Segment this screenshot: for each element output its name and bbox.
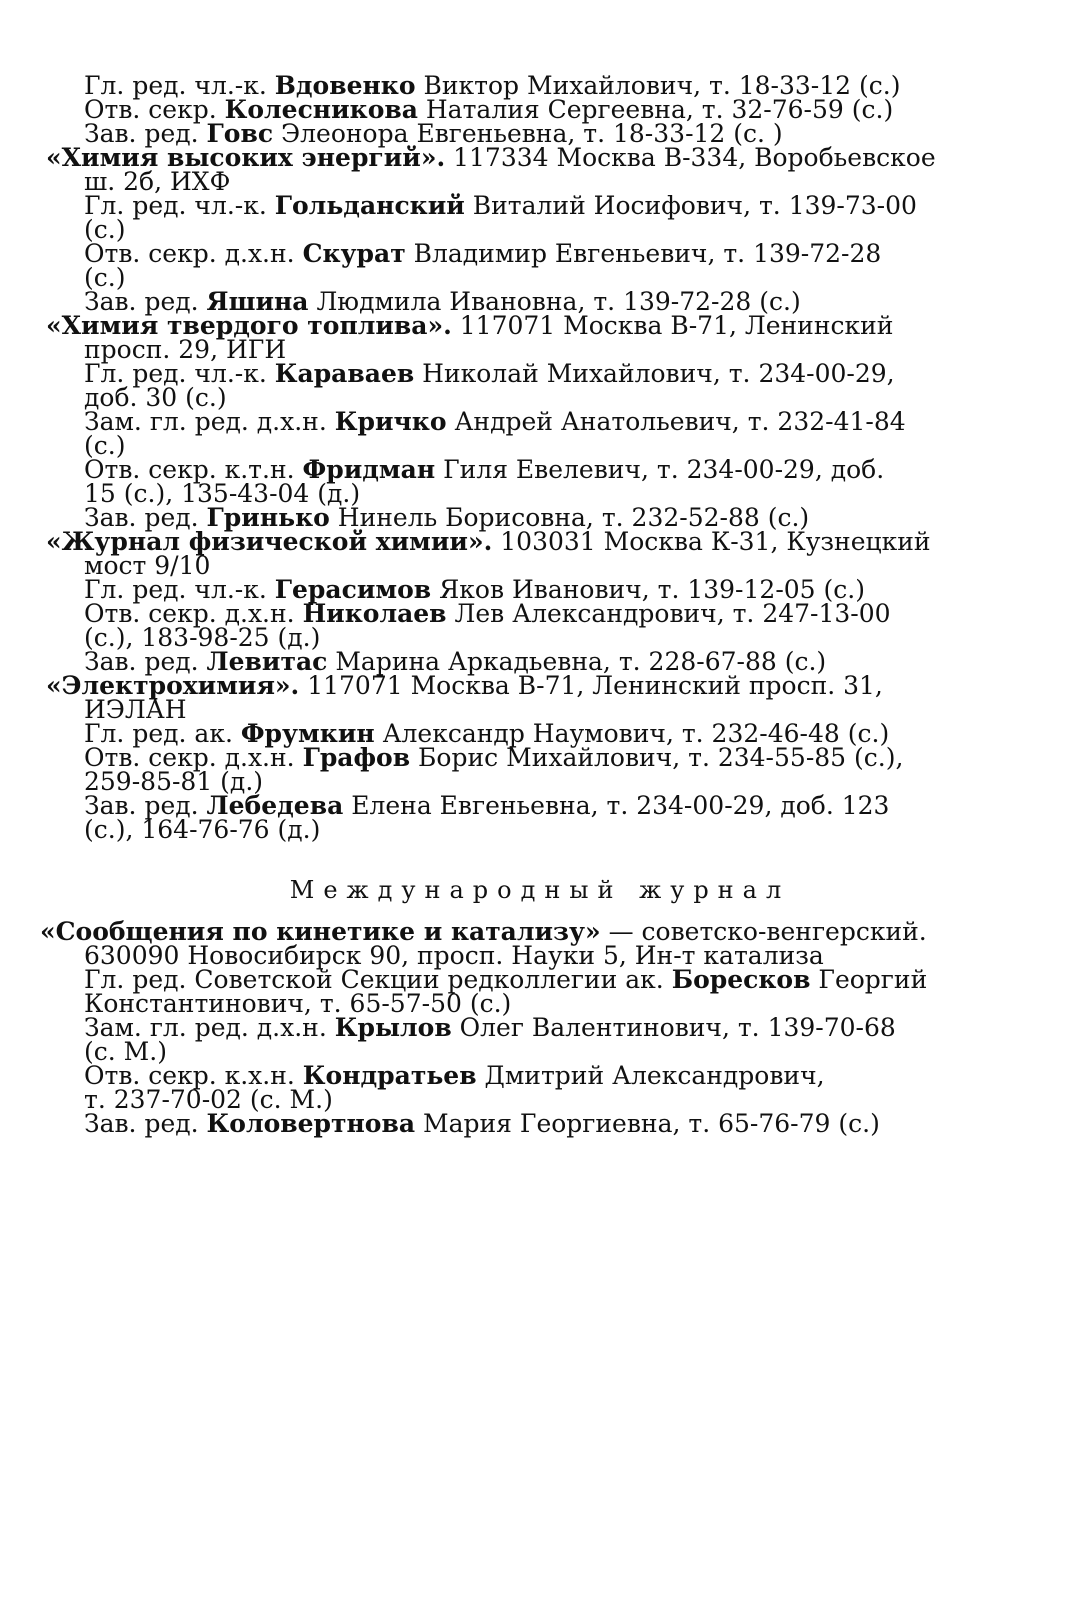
entry-cont: доб. 30 (с.) xyxy=(84,383,227,412)
entry-cont: (с. М.) xyxy=(84,1037,167,1066)
entry-line: Отв. секр. д.х.н. Скурат Владимир Евгеньевич, т. 139-72-28 xyxy=(84,239,882,268)
entry-line: Отв. секр. д.х.н. Графов Борис Михайлович, т. 234-55-85 (с.), xyxy=(84,743,904,772)
journal-title: «Химия высоких энергий». 117334 Москва В-334, Воробьевское xyxy=(46,143,936,172)
entry-line: Зав. ред. Лебедева Елена Евгеньевна, т. 234-00-29, доб. 123 xyxy=(84,791,890,820)
entry-line: Гл. ред. Советской Секции редколлегии ак. Боресков Георгий xyxy=(84,965,928,994)
entry-line: Зав. ред. Яшина Людмила Ивановна, т. 139-72-28 (с.) xyxy=(84,287,801,316)
journal-address: 630090 Новосибирск 90, просп. Науки 5, Ин-т катализа xyxy=(84,941,824,970)
journal-title: «Химия твердого топлива». 117071 Москва В-71, Ленинский xyxy=(46,311,894,340)
entry-line: Зав. ред. Говс Элеонора Евгеньевна, т. 18-33-12 (с. ) xyxy=(84,119,783,148)
entry-line: Зав. ред. Коловертнова Мария Георгиевна, т. 65-76-79 (с.) xyxy=(84,1109,880,1138)
entry-line: Отв. секр. к.т.н. Фридман Гиля Евелевич, т. 234-00-29, доб. xyxy=(84,455,885,484)
journal-address: ш. 2б, ИХФ xyxy=(84,167,231,196)
journal-title: «Электрохимия». 117071 Москва В-71, Ленинский просп. 31, xyxy=(46,671,883,700)
entry-cont: (с.), 164-76-76 (д.) xyxy=(84,815,321,844)
directory-text xyxy=(40,71,1000,1138)
entry-line: Отв. секр. д.х.н. Николаев Лев Александрович, т. 247-13-00 xyxy=(84,599,891,628)
entry-cont: (с.) xyxy=(84,215,126,244)
journal-address: ИЭЛАН xyxy=(84,695,187,724)
entry-cont: 15 (с.), 135-43-04 (д.) xyxy=(84,479,361,508)
entry-line: Гл. ред. чл.-к. Гольданский Виталий Иосифович, т. 139-73-00 xyxy=(84,191,917,220)
entry-line: Зав. ред. Левитас Марина Аркадьевна, т. 228-67-88 (с.) xyxy=(84,647,827,676)
entry-line: Отв. секр. к.х.н. Кондратьев Дмитрий Александрович, xyxy=(84,1061,825,1090)
entry-line: Отв. секр. Колесникова Наталия Сергеевна, т. 32-76-59 (с.) xyxy=(84,95,894,124)
entry-line: Гл. ред. ак. Фрумкин Александр Наумович, т. 232-46-48 (с.) xyxy=(84,719,890,748)
section-heading: Международный журнал xyxy=(289,876,791,904)
journal-address: мост 9/10 xyxy=(84,551,211,580)
entry-line: Зам. гл. ред. д.х.н. Кричко Андрей Анатольевич, т. 232-41-84 xyxy=(84,407,906,436)
entry-cont: т. 237-70-02 (с. М.) xyxy=(84,1085,333,1114)
journal-title: «Журнал физической химии». 103031 Москва К-31, Кузнецкий xyxy=(46,527,931,556)
entry-cont: (с.), 183-98-25 (д.) xyxy=(84,623,321,652)
entry-line: Гл. ред. чл.-к. Герасимов Яков Иванович, т. 139-12-05 (с.) xyxy=(84,575,865,604)
journal-address: просп. 29, ИГИ xyxy=(84,335,287,364)
entry-line: Зам. гл. ред. д.х.н. Крылов Олег Валентинович, т. 139-70-68 xyxy=(84,1013,896,1042)
entry-line: Зав. ред. Гринько Нинель Борисовна, т. 232-52-88 (с.) xyxy=(84,503,810,532)
entry-cont: Константинович, т. 65-57-50 (с.) xyxy=(84,989,512,1018)
entry-line: Гл. ред. чл.-к. Вдовенко Виктор Михайлович, т. 18-33-12 (с.) xyxy=(84,71,901,100)
entry-cont: 259-85-81 (д.) xyxy=(84,767,264,796)
entry-cont: (с.) xyxy=(84,431,126,460)
entry-line: Гл. ред. чл.-к. Караваев Николай Михайлович, т. 234-00-29, xyxy=(84,359,895,388)
entry-cont: (с.) xyxy=(84,263,126,292)
journal-title: «Сообщения по кинетике и катализу» — советско-венгерский. xyxy=(40,917,927,946)
